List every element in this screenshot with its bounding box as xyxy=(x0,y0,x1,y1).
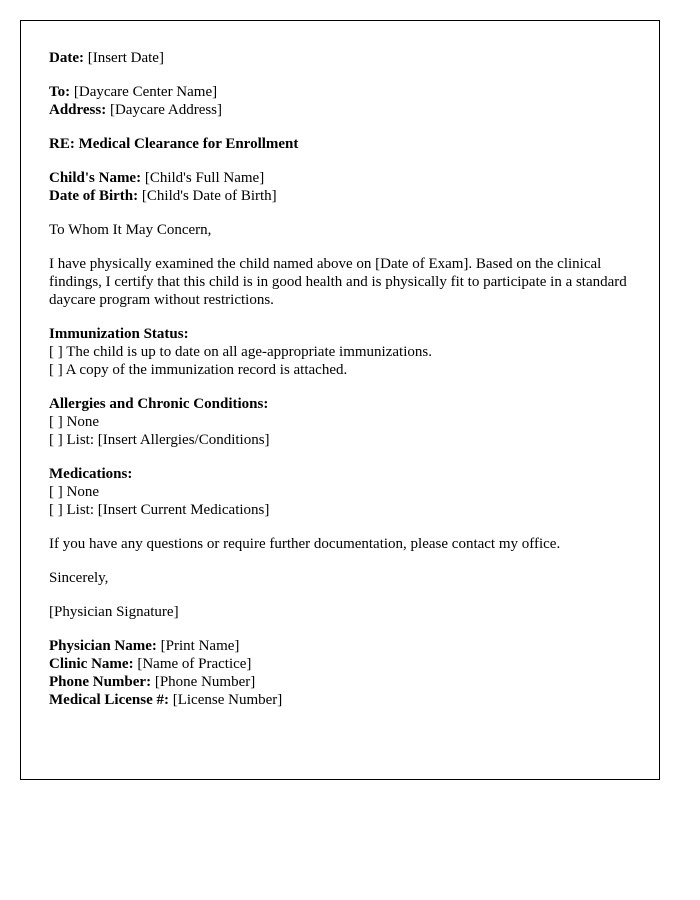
physician-name-line xyxy=(49,637,641,655)
letter-page xyxy=(20,20,660,780)
body-paragraph: I have physically examined the child named above on [Date of Exam]. Based on the clinical findings, I certify that this child is in good health and is physically fit to participate in a standard daycare program without restrictions. xyxy=(49,256,627,308)
license-value: [License Number] xyxy=(172,692,283,708)
dob-line xyxy=(49,187,641,205)
signature-placeholder: [Physician Signature] xyxy=(49,604,179,620)
license-line xyxy=(49,691,641,709)
to-value: [Daycare Center Name] xyxy=(73,84,218,100)
recipient-block xyxy=(49,83,641,119)
allergies-section xyxy=(49,395,641,449)
medications-item: [ ] None xyxy=(49,484,99,500)
immunization-item: [ ] A copy of the immunization record is attached. xyxy=(49,362,348,378)
clinic-name-value: [Name of Practice] xyxy=(137,656,252,672)
allergies-item: [ ] List: [Insert Allergies/Conditions] xyxy=(49,432,270,448)
date-line xyxy=(49,49,641,67)
physician-name-label: Physician Name: xyxy=(49,638,157,654)
address-value: [Daycare Address] xyxy=(109,102,223,118)
medications-item: [ ] List: [Insert Current Medications] xyxy=(49,502,270,518)
closing: Sincerely, xyxy=(49,570,109,586)
child-name-value: [Child's Full Name] xyxy=(144,170,265,186)
medications-section xyxy=(49,465,641,519)
clinic-name-line xyxy=(49,655,641,673)
medications-heading: Medications: xyxy=(49,466,133,482)
physician-info-block xyxy=(49,637,641,709)
allergies-item: [ ] None xyxy=(49,414,99,430)
child-name-label: Child's Name: xyxy=(49,170,142,186)
salutation: To Whom It May Concern, xyxy=(49,222,212,238)
address-label: Address: xyxy=(49,102,107,118)
child-info-block xyxy=(49,169,641,205)
date-value: [Insert Date] xyxy=(87,50,164,66)
address-line xyxy=(49,101,641,119)
allergies-heading: Allergies and Chronic Conditions: xyxy=(49,396,269,412)
to-label: To: xyxy=(49,84,71,100)
letter-content xyxy=(49,49,641,725)
to-line xyxy=(49,83,641,101)
subject-line: RE: Medical Clearance for Enrollment xyxy=(49,136,299,152)
child-name-line xyxy=(49,169,641,187)
phone-label: Phone Number: xyxy=(49,674,152,690)
date-label: Date: xyxy=(49,50,84,66)
phone-value: [Phone Number] xyxy=(154,674,256,690)
license-label: Medical License #: xyxy=(49,692,169,708)
dob-label: Date of Birth: xyxy=(49,188,139,204)
clinic-name-label: Clinic Name: xyxy=(49,656,134,672)
dob-value: [Child's Date of Birth] xyxy=(141,188,277,204)
phone-line xyxy=(49,673,641,691)
contact-paragraph: If you have any questions or require further documentation, please contact my office. xyxy=(49,536,561,552)
immunization-item: [ ] The child is up to date on all age-appropriate immunizations. xyxy=(49,344,432,360)
immunization-heading: Immunization Status: xyxy=(49,326,189,342)
physician-name-value: [Print Name] xyxy=(160,638,240,654)
immunization-section xyxy=(49,325,641,379)
